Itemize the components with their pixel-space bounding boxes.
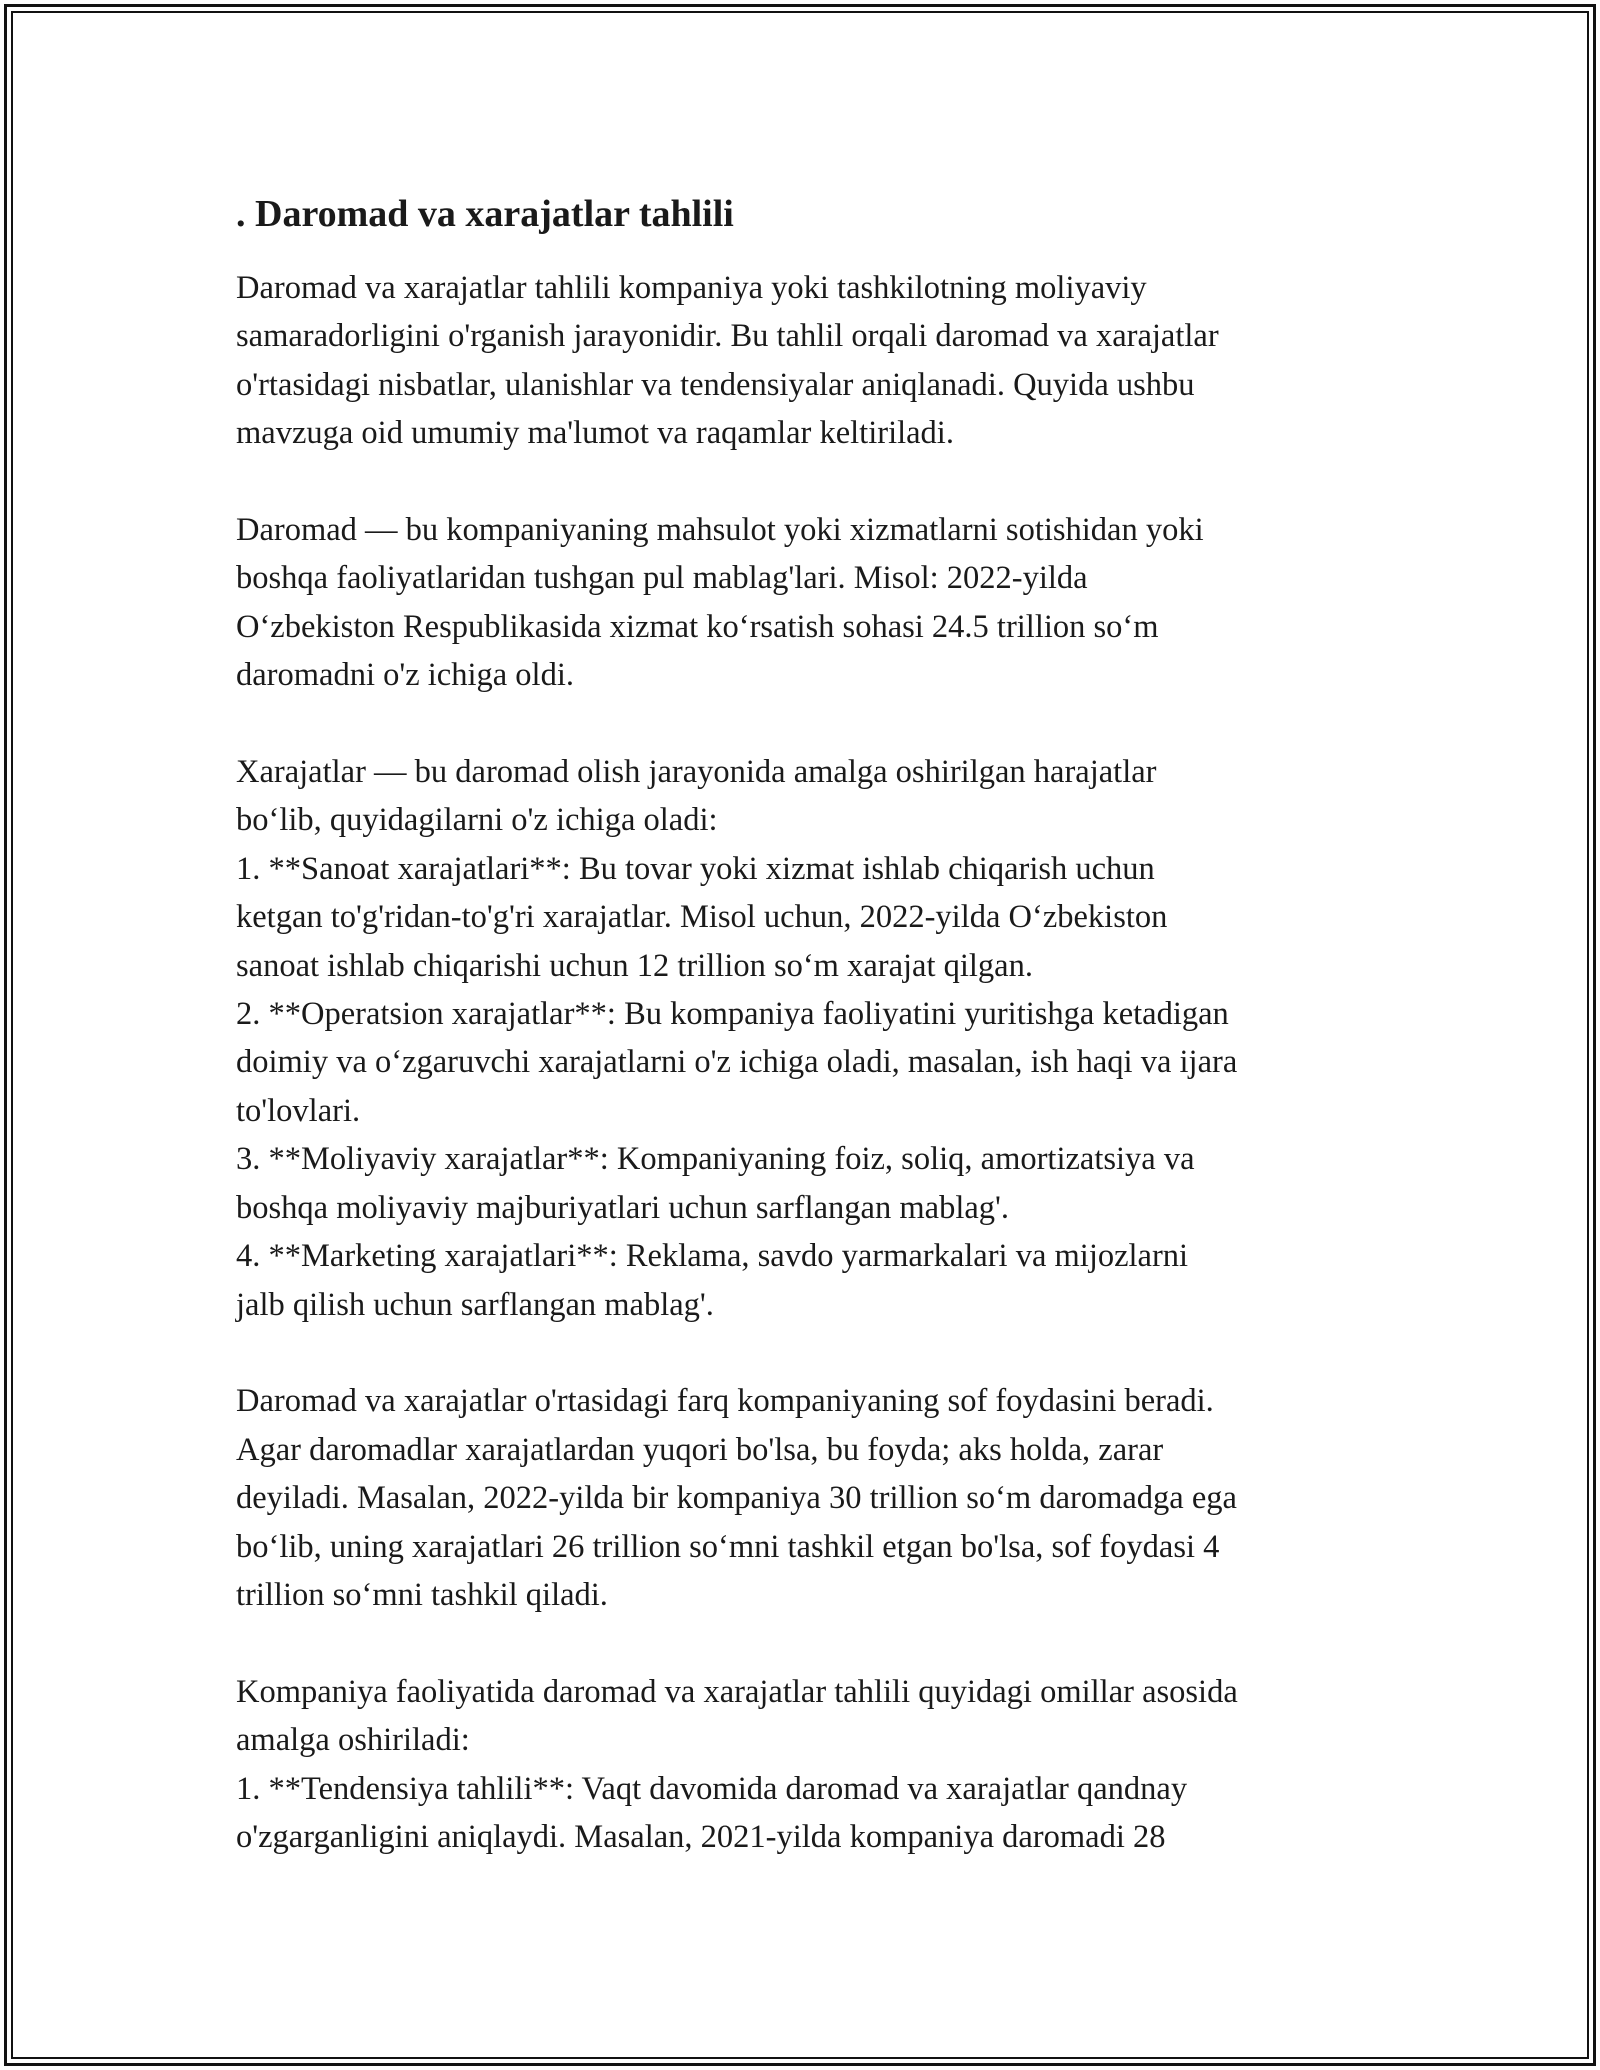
text-line: daromadni o'z ichiga oldi. [236,657,574,694]
list-item-line: 4. **Marketing xarajatlari**: Reklama, savdo yarmarkalari va mijozlarni [236,1238,1189,1275]
text-line: bo‘lib, uning xarajatlari 26 trillion so‘mni tashkil etgan bo'lsa, sof foydasi 4 [236,1528,1220,1565]
text-line: Daromad — bu kompaniyaning mahsulot yoki xizmatlarni sotishidan yoki [236,512,1204,549]
text-line: mavzuga oid umumiy ma'lumot va raqamlar keltiriladi. [236,415,954,452]
list-item-line: 3. **Moliyaviy xarajatlar**: Kompaniyaning foiz, soliq, amortizatsiya va [236,1141,1195,1178]
list-item-line: doimiy va o‘zgaruvchi xarajatlarni o'z ichiga oladi, masalan, ish haqi va ijara [236,1044,1238,1081]
text-line: Daromad va xarajatlar o'rtasidagi farq kompaniyaning sof foydasini beradi. [236,1383,1214,1420]
text-line: samaradorligini o'rganish jarayonidir. Bu tahlil orqali daromad va xarajatlar [236,318,1219,355]
text-line: boshqa faoliyatlaridan tushgan pul mablag'lari. Misol: 2022-yilda [236,560,1088,597]
list-item-line: boshqa moliyaviy majburiyatlari uchun sarflangan mablag'. [236,1189,1010,1226]
text-line: O‘zbekiston Respublikasida xizmat ko‘rsatish sohasi 24.5 trillion so‘m [236,608,1159,645]
list-item-line: 1. **Sanoat xarajatlari**: Bu tovar yoki xizmat ishlab chiqarish uchun [236,850,1155,887]
list-item-line: o'zgarganligini aniqlaydi. Masalan, 2021-yilda kompaniya daromadi 28 [236,1818,1166,1855]
text-line: Daromad va xarajatlar tahlili kompaniya yoki tashkilotning moliyaviy [236,270,1147,306]
text-line: amalga oshiriladi: [236,1722,470,1759]
text-line: Agar daromadlar xarajatlardan yuqori bo'lsa, bu foyda; aks holda, zarar [236,1431,1164,1468]
paragraph-xarajatlar [236,748,1376,1329]
text-line: Xarajatlar — bu daromad olish jarayonida amalga oshirilgan harajatlar [236,754,1157,791]
paragraph-sof-foyda [236,1377,1376,1619]
text-line: trillion so‘mni tashkil qiladi. [236,1576,608,1613]
text-line: deyiladi. Masalan, 2022-yilda bir kompaniya 30 trillion so‘m daromadga ega [236,1480,1237,1517]
list-item-line: ketgan to'g'ridan-to'g'ri xarajatlar. Misol uchun, 2022-yilda O‘zbekiston [236,899,1168,936]
list-item-line: sanoat ishlab chiqarishi uchun 12 trillion so‘m xarajat qilgan. [236,947,1033,984]
document-body [236,186,1376,1910]
list-item-line: to'lovlari. [236,1092,361,1129]
list-item-line: 2. **Operatsion xarajatlar**: Bu kompaniya faoliyatini yuritishga ketadigan [236,996,1229,1033]
document-title: . Daromad va xarajatlar tahlili [236,193,734,235]
paragraph-daromad [236,506,1376,700]
text-line: Kompaniya faoliyatida daromad va xarajatlar tahlili quyidagi omillar asosida [236,1673,1238,1710]
text-line: bo‘lib, quyidagilarni o'z ichiga oladi: [236,802,718,839]
list-item-line: 1. **Tendensiya tahlili**: Vaqt davomida daromad va xarajatlar qandnay [236,1770,1188,1807]
list-item-line: jalb qilish uchun sarflangan mablag'. [236,1286,714,1323]
paragraph-intro [236,264,1376,458]
paragraph-omillar [236,1668,1376,1862]
text-line: o'rtasidagi nisbatlar, ulanishlar va tendensiyalar aniqlanadi. Quyida ushbu [236,366,1195,403]
